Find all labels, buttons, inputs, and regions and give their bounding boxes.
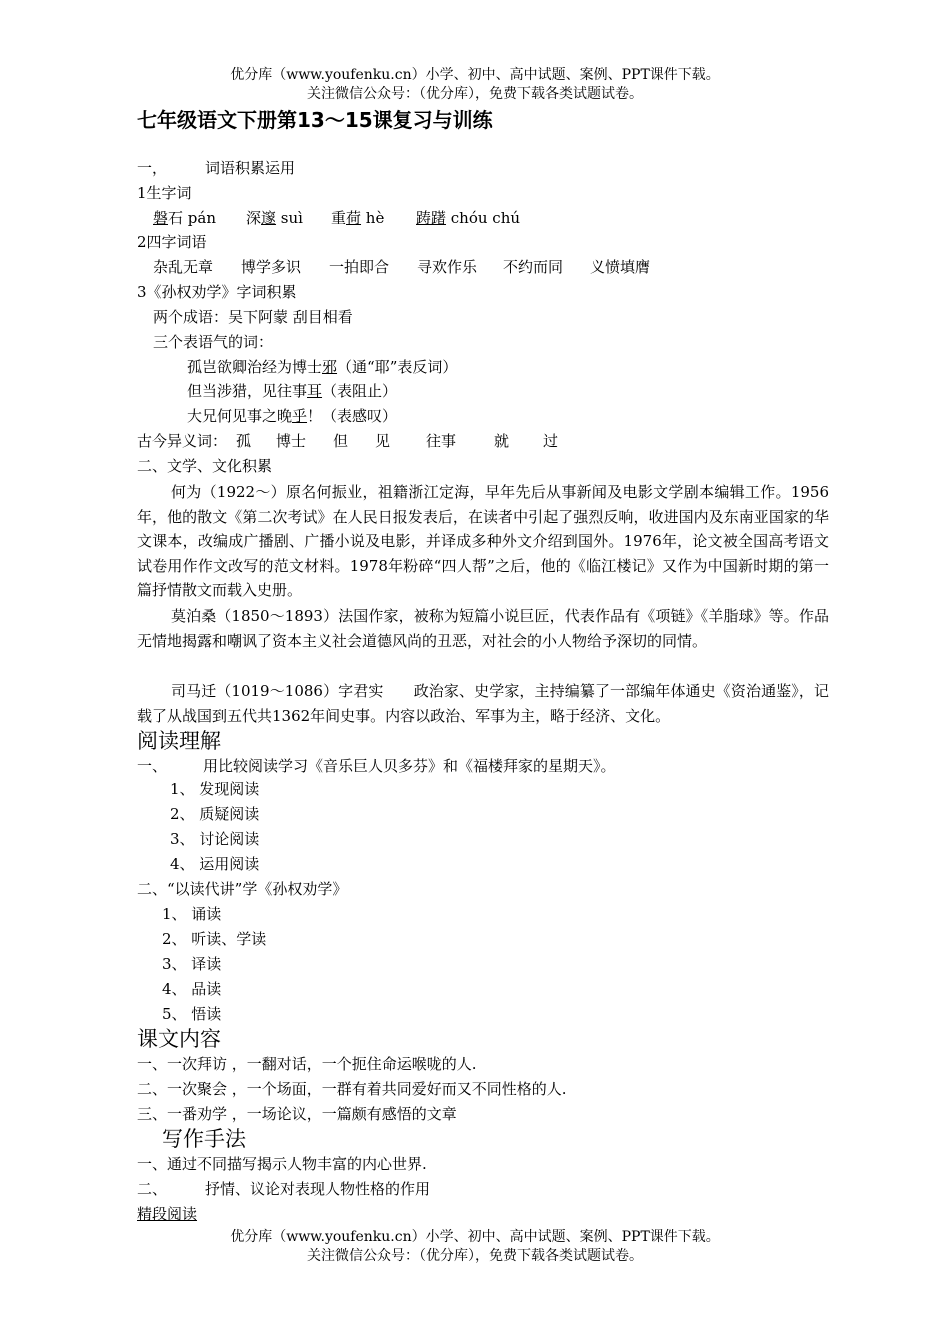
- word-pan-rest: 石 pán: [168, 209, 216, 227]
- tone-3-word: 乎: [292, 407, 308, 425]
- idiom-item: 义愤填膺: [590, 258, 651, 276]
- footer-line-2: 关注微信公众号：（优分库），免费下载各类试题试卷。: [307, 1248, 643, 1264]
- reading-list-1-item: 1、 发现阅读: [170, 780, 260, 798]
- paragraph-sima: 司马迁（1019～1086）字君实 政治家、史学家，主持编纂了一部编年体通史《资治通鉴》，记载了从战国到五代共1362年间史事。内容以政治、军事为主，略于经济、文化。: [137, 682, 829, 725]
- reading-list-2-item: 3、 译读: [162, 955, 222, 973]
- reading-list-2-item: 1、 诵读: [162, 905, 222, 923]
- gujin-word: 孤: [236, 432, 252, 450]
- word-sui-char: 邃: [261, 209, 277, 227]
- idiom-item: 一拍即合: [329, 258, 390, 276]
- tone-example-1: [187, 356, 457, 378]
- reading-list-1-item: 4、 运用阅读: [170, 855, 260, 873]
- idiom-item: 杂乱无章: [153, 258, 214, 276]
- reading-item-1: [137, 755, 616, 777]
- content-line: 二、一次聚会 ，一个场面，一群有着共同爱好而又不同性格的人.: [137, 1080, 567, 1098]
- sub-heading-sunquan: 3《孙权劝学》字词积累: [137, 283, 297, 301]
- sub-heading-idioms: 2四字词语: [137, 233, 207, 251]
- paragraph-maupassant: 莫泊桑（1850～1893）法国作家，被称为短篇小说巨匠，代表作品有《项链》《羊脂球》等。作品无情地揭露和嘲讽了资本主义社会道德风尚的丑恶，对社会的小人物给予深切的同情。: [137, 607, 829, 650]
- gujin-word: 博士: [276, 432, 307, 450]
- reading-item-2: 二、“以读代讲”学《孙权劝学》: [137, 880, 348, 898]
- word-chouchu-char: 踌躇: [416, 209, 447, 227]
- document-title: 七年级语文下册第13～15课复习与训练: [137, 108, 493, 132]
- gujin-word: 过: [543, 432, 559, 450]
- idiom-item: 不约而同: [503, 258, 564, 276]
- writing-line-2-number: 二、: [137, 1180, 168, 1198]
- writing-heading: 写作手法: [162, 1127, 246, 1151]
- reading-list-2-item: 4、 品读: [162, 980, 222, 998]
- tone-example-3: [187, 405, 397, 427]
- word-sui-rest: suì: [276, 209, 303, 227]
- reading-list-2-item: 2、 听读、学读: [162, 930, 267, 948]
- content-heading: 课文内容: [137, 1027, 221, 1051]
- tone-2-word: 耳: [307, 382, 323, 400]
- word-chouchu: [416, 207, 520, 229]
- writing-line-1: 一、通过不同描写揭示人物丰富的内心世界.: [137, 1155, 427, 1173]
- reading-heading: 阅读理解: [137, 729, 221, 753]
- word-pan: [153, 207, 216, 229]
- sub-heading-new-words: 1生字词: [137, 184, 192, 202]
- tone-1-word: 邪: [322, 358, 338, 376]
- word-sui-pre: 深: [246, 209, 262, 227]
- idiom-item: 博学多识: [241, 258, 302, 276]
- tone-2-after: （表阻止）: [322, 382, 398, 400]
- gujin-label: 古今异义词：: [137, 432, 228, 450]
- jingduan-text: 精段阅读: [137, 1205, 198, 1223]
- word-chouchu-rest: chóu chú: [446, 209, 521, 227]
- reading-item-1-text: 用比较阅读学习《音乐巨人贝多芬》和《福楼拜家的星期天》。: [203, 757, 616, 775]
- gujin-word: 往事: [426, 432, 457, 450]
- writing-line-2-text: 抒情、议论对表现人物性格的作用: [205, 1180, 431, 1198]
- tone-words-label: 三个表语气的词：: [153, 333, 274, 351]
- paragraph-he-wei: 何为（1922～）原名何振业，祖籍浙江定海，早年先后从事新闻及电影文学剧本编辑工作。1956年，他的散文《第二次考试》在人民日报发表后，在读者中引起了强烈反响，收进国内及东南亚国家的华文课本，改编成广播剧、广播小说及电影，并译成多种外文介绍到国外。1976年，论文被全国高考语文试卷用作作文改写的范文材料。1978年粉碎“四人帮”之后，他的《临江楼记》又作为中国新时期的第一篇抒情散文而载入史册。: [137, 483, 829, 599]
- tone-example-2: [187, 380, 397, 402]
- reading-list-2-item: 5、 悟读: [162, 1005, 222, 1023]
- jingduan-heading: [137, 1203, 197, 1225]
- reading-list-1-item: 2、 质疑阅读: [170, 805, 260, 823]
- section-1-heading: [137, 157, 295, 179]
- footer-line-1: 优分库（www.youfenku.cn）小学、初中、高中试题、案例、PPT课件下载。: [230, 1229, 720, 1245]
- word-pan-char: 磐: [153, 209, 169, 227]
- idiom-item: 寻欢作乐: [417, 258, 478, 276]
- writing-line-2: [137, 1178, 430, 1200]
- word-he-rest: hè: [361, 209, 385, 227]
- tone-1-before: 孤岂欲卿治经为博士: [187, 358, 323, 376]
- gujin-word: 就: [494, 432, 510, 450]
- content-line: 三、一番劝学 ，一场论议，一篇颇有感悟的文章: [137, 1105, 457, 1123]
- tone-2-before: 但当涉猎，见往事: [187, 382, 308, 400]
- tone-3-after: ！（表感叹）: [307, 407, 398, 425]
- reading-item-1-number: 一、: [137, 757, 168, 775]
- word-he-pre: 重: [331, 209, 347, 227]
- gujin-word: 见: [375, 432, 391, 450]
- tone-1-after: （通“耶”表反词）: [337, 358, 458, 376]
- header-line-1: 优分库（www.youfenku.cn）小学、初中、高中试题、案例、PPT课件下载。: [230, 67, 720, 83]
- word-he: [331, 207, 384, 229]
- word-sui: [246, 207, 303, 229]
- gujin-word: 但: [333, 432, 349, 450]
- tone-3-before: 大兄何见事之晚: [187, 407, 293, 425]
- section-1-number: 一，: [137, 159, 168, 177]
- two-idioms: 两个成语：吴下阿蒙 刮目相看: [153, 308, 353, 326]
- word-he-char: 荷: [346, 209, 362, 227]
- reading-list-1-item: 3、 讨论阅读: [170, 830, 260, 848]
- content-line: 一、一次拜访 ，一翻对话，一个扼住命运喉咙的人.: [137, 1055, 477, 1073]
- header-line-2: 关注微信公众号：（优分库），免费下载各类试题试卷。: [307, 86, 643, 102]
- section-2-heading: 二、文学、文化积累: [137, 457, 273, 475]
- section-1-title: 词语积累运用: [205, 159, 296, 177]
